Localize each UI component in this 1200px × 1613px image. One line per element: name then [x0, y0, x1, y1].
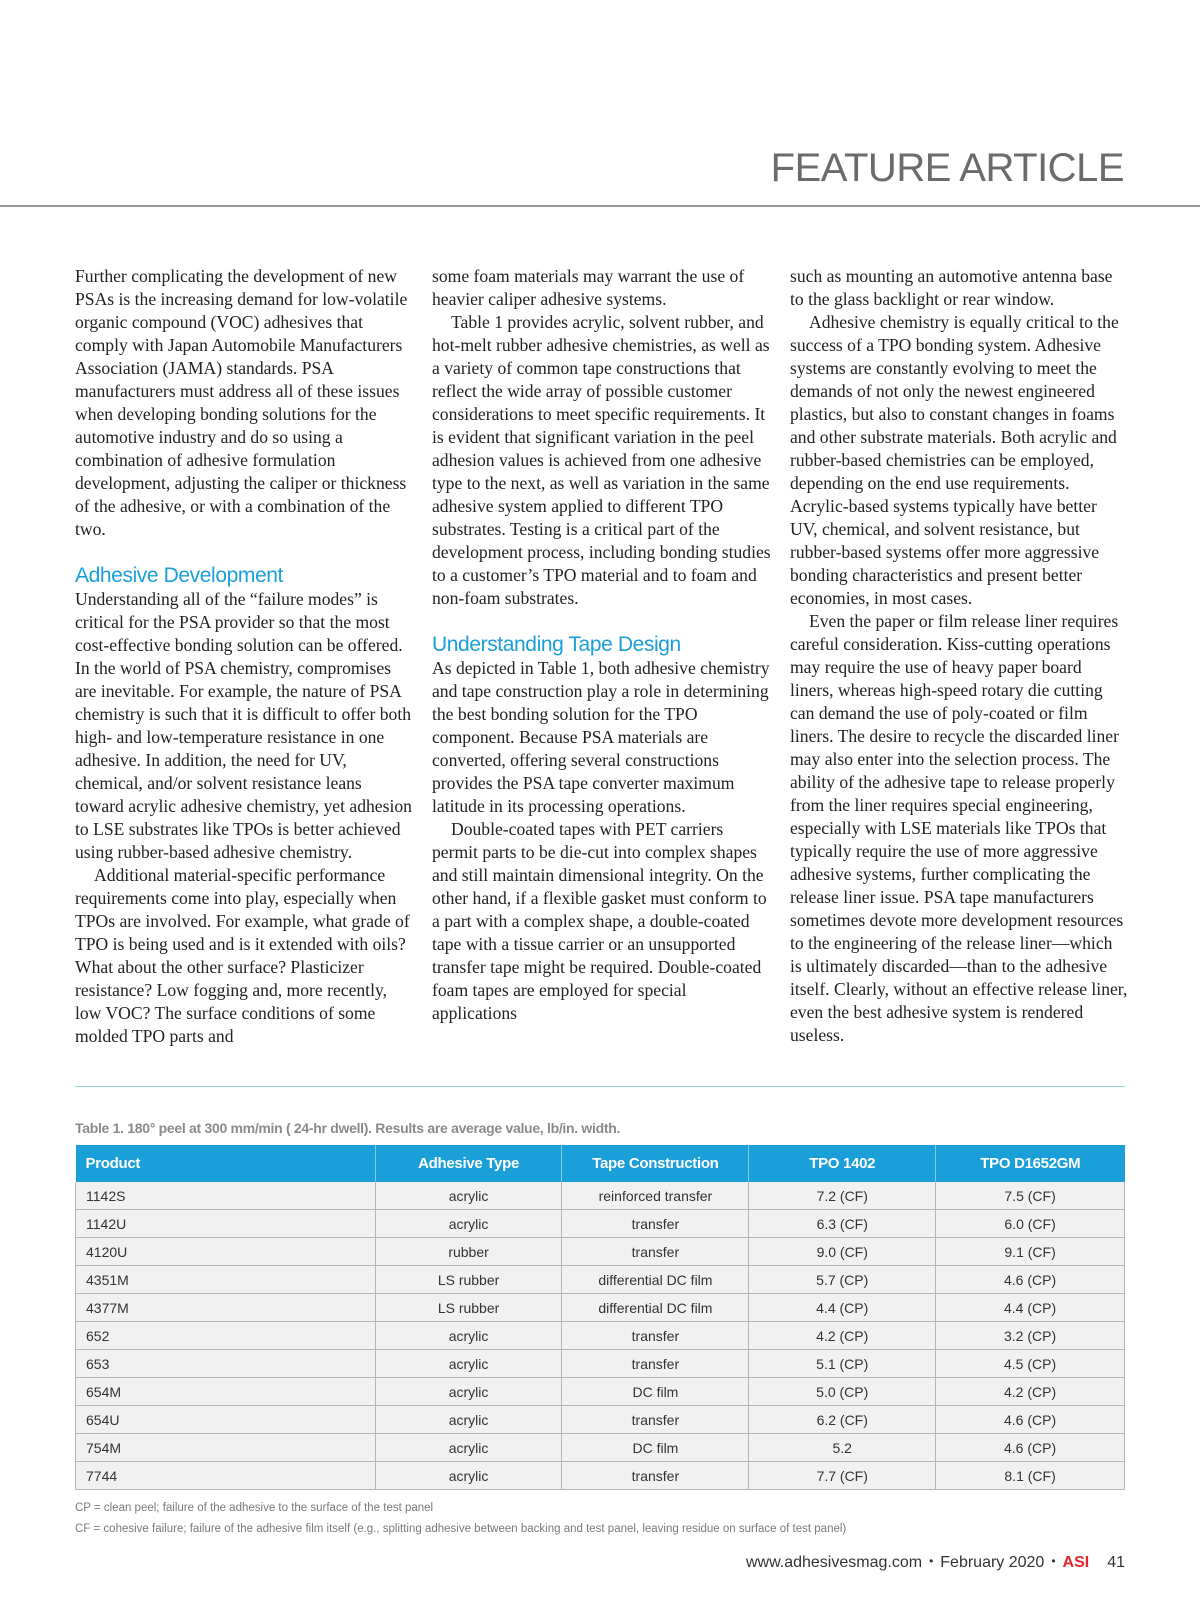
table-row	[76, 1322, 1125, 1350]
column-header-tpo-d1652gm: TPO D1652GM	[936, 1145, 1125, 1182]
cell-product: 653	[76, 1350, 376, 1378]
paragraph: Adhesive chemistry is equally critical to the success of a TPO bonding system. Adhesive systems are constantly evolving to meet the demands of not only the newest engineered plastics, but also to constant changes in foams and other substrate materials. Both acrylic and rubber-based chemistries can be employed, depending on the end use requirements. Acrylic-based systems typically have better UV, chemical, and solvent resistance, but rubber-based systems offer more aggressive bonding characteristics and present better economies, in most cases.	[790, 312, 1119, 608]
cell-product: 654M	[76, 1378, 376, 1406]
table-caption: Table 1. 180° peel at 300 mm/min ( 24-hr dwell). Results are average value, lb/in. width.	[75, 1120, 621, 1136]
cell-adhesive-type: acrylic	[375, 1322, 562, 1350]
paragraph: Additional material-specific performance requirements come into play, especially when TPOs are involved. For example, what grade of TPO is being used and is it extended with oils? What about the other surface? Plasticizer resistance? Low fogging and, more recently, low VOC? The surface conditions of some molded TPO parts and	[75, 865, 410, 1046]
cell-product: 754M	[76, 1434, 376, 1462]
section-heading: Adhesive Development	[75, 564, 283, 587]
cell-tpo-1402: 7.7 (CF)	[749, 1462, 936, 1490]
cell-adhesive-type: rubber	[375, 1238, 562, 1266]
cell-tape-construction: differential DC film	[562, 1266, 749, 1294]
table-divider	[75, 1086, 1125, 1087]
column-header-adhesive-type: Adhesive Type	[375, 1145, 562, 1182]
cell-tape-construction: transfer	[562, 1406, 749, 1434]
cell-adhesive-type: acrylic	[375, 1210, 562, 1238]
cell-adhesive-type: acrylic	[375, 1182, 562, 1210]
cell-tpo-1402: 6.3 (CF)	[749, 1210, 936, 1238]
table-row	[76, 1434, 1125, 1462]
cell-tape-construction: DC film	[562, 1434, 749, 1462]
table-row	[76, 1294, 1125, 1322]
table-row	[76, 1462, 1125, 1490]
cell-tpo-1402: 7.2 (CF)	[749, 1182, 936, 1210]
cell-product: 652	[76, 1322, 376, 1350]
footnote-cf: CF = cohesive failure; failure of the adhesive film itself (e.g., splitting adhesive between backing and test panel, leaving residue on surface of test panel)	[75, 1523, 847, 1535]
cell-adhesive-type: acrylic	[375, 1378, 562, 1406]
website-link[interactable]: www.adhesivesmag.com	[745, 1554, 923, 1571]
paragraph: Even the paper or film release liner requires careful consideration. Kiss-cutting operations may require the use of heavy paper board liners, whereas high-speed rotary die cutting can demand the use of poly-coated or film liners. The desire to recycle the discarded liner may also enter into the selection process. The ability of the adhesive tape to release properly from the liner requires special engineering, especially with LSE materials like TPOs that typically require the use of more aggressive adhesive systems, further complicating the release liner issue. PSA tape manufacturers sometimes devote more development resources to the engineering of the release liner—which is ultimately discarded—than to the adhesive itself. Clearly, without an effective release liner, even the best adhesive system is rendered useless.	[790, 611, 1128, 1045]
cell-product: 4377M	[76, 1294, 376, 1322]
column-header-tpo-1402: TPO 1402	[749, 1145, 936, 1182]
cell-tpo-1402: 5.7 (CP)	[749, 1266, 936, 1294]
table-row	[76, 1210, 1125, 1238]
cell-product: 7744	[76, 1462, 376, 1490]
footnote-cp: CP = clean peel; failure of the adhesive to the surface of the test panel	[75, 1502, 434, 1514]
cell-tpo-d1652gm: 8.1 (CF)	[936, 1462, 1125, 1490]
cell-adhesive-type: LS rubber	[375, 1294, 562, 1322]
article-column-1	[75, 265, 415, 1048]
cell-tpo-1402: 4.2 (CP)	[749, 1322, 936, 1350]
cell-adhesive-type: acrylic	[375, 1350, 562, 1378]
table-body	[76, 1182, 1125, 1490]
paragraph: Table 1 provides acrylic, solvent rubber, and hot-melt rubber adhesive chemistries, as well as a variety of common tape constructions that reflect the wide array of possible customer considerations to meet specific requirements. It is evident that significant variation in the peel adhesion values is achieved from one adhesive type to the next, as well as variation in the same adhesive system applied to different TPO substrates. Testing is a critical part of the development process, including bonding studies to a customer’s TPO material and to foam and non-foam substrates.	[432, 312, 771, 608]
cell-tpo-1402: 5.0 (CP)	[749, 1378, 936, 1406]
paragraph: such as mounting an automotive antenna base to the glass backlight or rear window.	[790, 266, 1113, 309]
cell-tpo-d1652gm: 4.4 (CP)	[936, 1294, 1125, 1322]
page-footer	[746, 1554, 1125, 1572]
peel-results-table	[75, 1145, 1125, 1490]
column-header-tape-construction: Tape Construction	[562, 1145, 749, 1182]
paragraph: Double-coated tapes with PET carriers permit parts to be die-cut into complex shapes and still maintain dimensional integrity. On the other hand, if a flexible gasket must conform to a part with a complex shape, a double-coated tape with a tissue carrier or an unsupported transfer tape might be required. Double-coated foam tapes are employed for special applications	[432, 819, 767, 1023]
cell-tpo-d1652gm: 9.1 (CF)	[936, 1238, 1125, 1266]
cell-tpo-1402: 4.4 (CP)	[749, 1294, 936, 1322]
section-heading: Understanding Tape Design	[432, 633, 681, 656]
cell-product: 654U	[76, 1406, 376, 1434]
paragraph: As depicted in Table 1, both adhesive chemistry and tape construction play a role in determining the best bonding solution for the TPO component. Because PSA materials are converted, offering several constructions provides the PSA tape converter maximum latitude in its processing operations.	[432, 658, 770, 816]
page-number: 41	[1107, 1554, 1125, 1571]
cell-tpo-d1652gm: 4.6 (CP)	[936, 1406, 1125, 1434]
table-row	[76, 1406, 1125, 1434]
cell-product: 4120U	[76, 1238, 376, 1266]
cell-tpo-1402: 6.2 (CF)	[749, 1406, 936, 1434]
cell-tpo-d1652gm: 4.6 (CP)	[936, 1266, 1125, 1294]
cell-tape-construction: differential DC film	[562, 1294, 749, 1322]
cell-tpo-d1652gm: 4.6 (CP)	[936, 1434, 1125, 1462]
cell-tape-construction: transfer	[562, 1238, 749, 1266]
cell-tpo-d1652gm: 4.5 (CP)	[936, 1350, 1125, 1378]
publication-name: ASI	[1062, 1554, 1090, 1571]
column-header-product: Product	[76, 1145, 376, 1182]
cell-tpo-d1652gm: 4.2 (CP)	[936, 1378, 1125, 1406]
header-divider	[0, 205, 1200, 207]
cell-adhesive-type: acrylic	[375, 1462, 562, 1490]
cell-tpo-1402: 9.0 (CF)	[749, 1238, 936, 1266]
footer-bullet: •	[929, 1554, 934, 1568]
article-column-2	[432, 265, 772, 1025]
cell-tape-construction: transfer	[562, 1462, 749, 1490]
cell-adhesive-type: acrylic	[375, 1434, 562, 1462]
cell-tape-construction: transfer	[562, 1210, 749, 1238]
table-row	[76, 1378, 1125, 1406]
cell-tpo-d1652gm: 7.5 (CF)	[936, 1182, 1125, 1210]
cell-tpo-1402: 5.1 (CP)	[749, 1350, 936, 1378]
cell-tpo-d1652gm: 6.0 (CF)	[936, 1210, 1125, 1238]
cell-product: 1142U	[76, 1210, 376, 1238]
table-row	[76, 1238, 1125, 1266]
table-row	[76, 1350, 1125, 1378]
cell-tape-construction: reinforced transfer	[562, 1182, 749, 1210]
paragraph: some foam materials may warrant the use of heavier caliper adhesive systems.	[432, 266, 745, 309]
cell-tpo-d1652gm: 3.2 (CP)	[936, 1322, 1125, 1350]
table-header-row	[76, 1145, 1125, 1182]
paragraph: Further complicating the development of new PSAs is the increasing demand for low-volatile organic compound (VOC) adhesives that comply with Japan Automobile Manufacturers Association (JAMA) standards. PSA manufacturers must address all of these issues when developing bonding solutions for the automotive industry and do so using a combination of adhesive formulation development, adjusting the caliper or thickness of the adhesive, or with a combination of the two.	[75, 266, 408, 539]
cell-tape-construction: transfer	[562, 1322, 749, 1350]
footer-bullet: •	[1051, 1554, 1056, 1568]
cell-tpo-1402: 5.2	[749, 1434, 936, 1462]
cell-product: 4351M	[76, 1266, 376, 1294]
issue-date: February 2020	[940, 1554, 1045, 1571]
table-row	[76, 1182, 1125, 1210]
section-label: FEATURE ARTICLE	[770, 146, 1124, 190]
cell-adhesive-type: LS rubber	[375, 1266, 562, 1294]
table-row	[76, 1266, 1125, 1294]
paragraph: Understanding all of the “failure modes” is critical for the PSA provider so that the most cost-effective bonding solution can be offered. In the world of PSA chemistry, compromises are inevitable. For example, the nature of PSA chemistry is such that it is difficult to offer both high- and low-temperature resistance in one adhesive. In addition, the need for UV, chemical, and/or solvent resistance leans toward acrylic adhesive chemistry, yet adhesion to LSE substrates like TPOs is better achieved using rubber-based adhesive chemistry.	[75, 589, 412, 862]
article-column-3	[790, 265, 1128, 1047]
cell-tape-construction: DC film	[562, 1378, 749, 1406]
cell-product: 1142S	[76, 1182, 376, 1210]
cell-adhesive-type: acrylic	[375, 1406, 562, 1434]
cell-tape-construction: transfer	[562, 1350, 749, 1378]
